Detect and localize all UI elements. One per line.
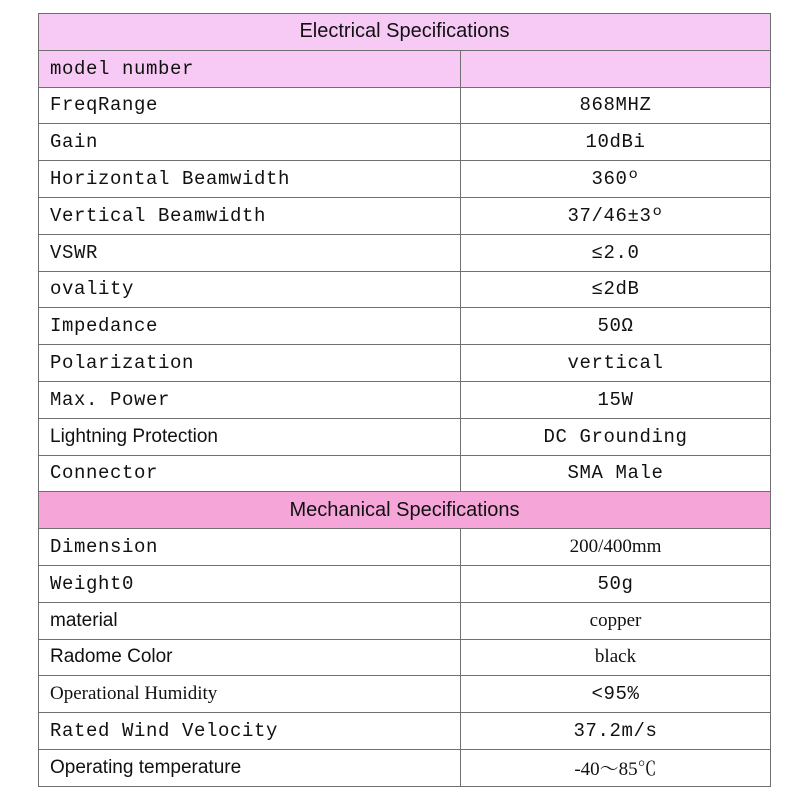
spec-label: FreqRange [39,87,461,124]
spec-value: black [461,639,771,676]
spec-row-vertical-beamwidth [39,197,771,234]
specifications-table [38,13,771,787]
spec-value: 50g [461,565,771,602]
spec-value: 200/400mm [461,529,771,566]
spec-label: material [39,602,461,639]
spec-label: Connector [39,455,461,492]
spec-row-material [39,602,771,639]
spec-value: 37/46±3º [461,197,771,234]
spec-value: 868MHZ [461,87,771,124]
spec-row-polarization [39,345,771,382]
spec-row-radome-color [39,639,771,676]
spec-value: 360º [461,161,771,198]
spec-label: Dimension [39,529,461,566]
spec-value: ≤2dB [461,271,771,308]
mechanical-section-title: Mechanical Specifications [39,492,771,529]
spec-value: 15W [461,381,771,418]
spec-row-operating-temperature [39,749,771,786]
spec-value: -40～85℃ [461,749,771,786]
spec-label: Operational Humidity [39,676,461,713]
spec-row-impedance [39,308,771,345]
spec-value: DC Grounding [461,418,771,455]
spec-value: SMA Male [461,455,771,492]
electrical-section-title: Electrical Specifications [39,14,771,51]
spec-row-weight [39,565,771,602]
spec-row-operational-humidity [39,676,771,713]
spec-label: Horizontal Beamwidth [39,161,461,198]
spec-label: Lightning Protection [39,418,461,455]
spec-label: Radome Color [39,639,461,676]
spec-value: 37.2m/s [461,713,771,750]
spec-label: Gain [39,124,461,161]
electrical-section-header [39,14,771,51]
spec-row-dimension [39,529,771,566]
spec-value: <95% [461,676,771,713]
spec-value: vertical [461,345,771,382]
spec-row-vswr [39,234,771,271]
spec-value: copper [461,602,771,639]
spec-label: Operating temperature [39,749,461,786]
spec-row-model-number [39,50,771,87]
spec-row-gain [39,124,771,161]
spec-label: Rated Wind Velocity [39,713,461,750]
spec-row-lightning-protection [39,418,771,455]
spec-label: Impedance [39,308,461,345]
spec-value: 50Ω [461,308,771,345]
mechanical-section-header [39,492,771,529]
spec-label: ovality [39,271,461,308]
spec-row-ovality [39,271,771,308]
spec-row-max-power [39,381,771,418]
spec-label: Weight0 [39,565,461,602]
spec-label: model number [39,50,461,87]
spec-row-connector [39,455,771,492]
spec-row-horizontal-beamwidth [39,161,771,198]
spec-row-freq-range [39,87,771,124]
spec-value: 10dBi [461,124,771,161]
spec-value: ≤2.0 [461,234,771,271]
spec-value [461,50,771,87]
spec-label: Max. Power [39,381,461,418]
spec-label: Vertical Beamwidth [39,197,461,234]
spec-label: Polarization [39,345,461,382]
spec-row-rated-wind-velocity [39,713,771,750]
spec-label: VSWR [39,234,461,271]
